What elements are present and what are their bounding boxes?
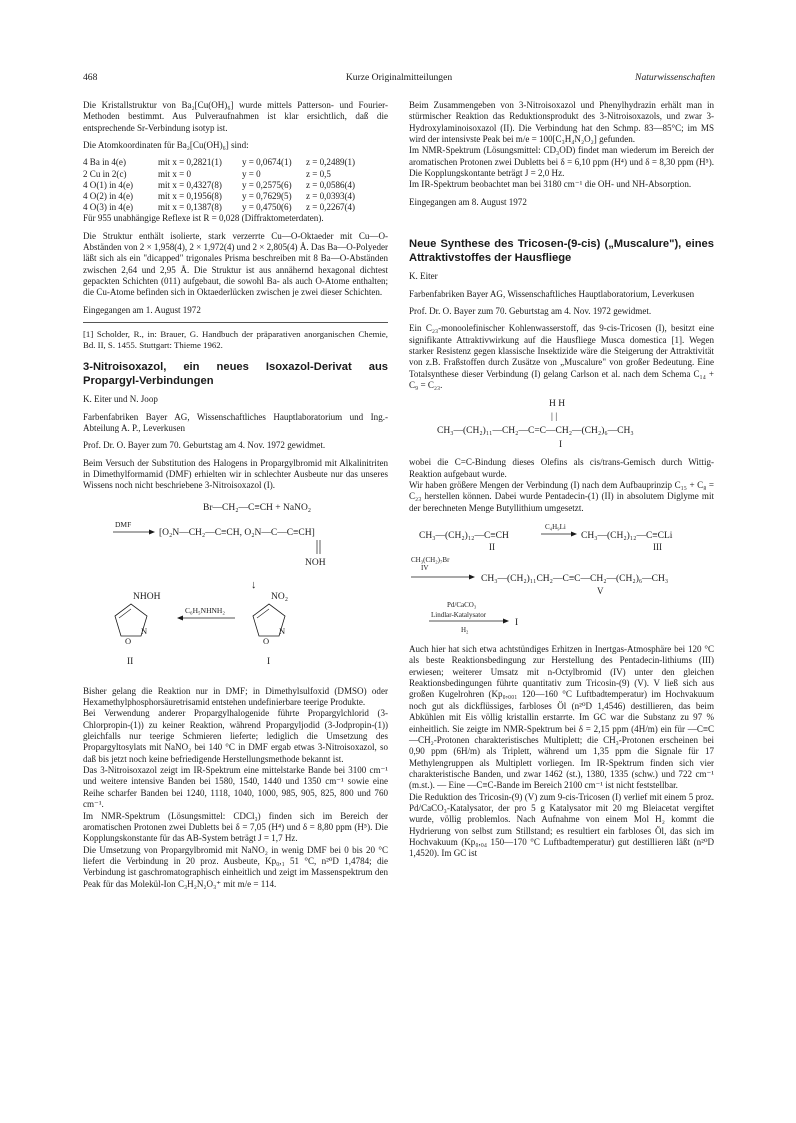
coord-cell: 4 O(1) in 4(e) bbox=[83, 179, 133, 190]
coord-cell: 4 O(3) in 4(e) bbox=[83, 202, 133, 213]
scheme-noh: NOH bbox=[305, 557, 326, 568]
divider bbox=[83, 322, 388, 323]
right-column bbox=[409, 100, 714, 860]
paragraph: Die Struktur enthält isolierte, stark verzerrte Cu—O-Oktaeder mit Cu—O-Abständen von 2 × 1,958(4), 2 × 1,972(4) und 2 × 2,805(4) Å. Das Ba—O-Polyeder läßt sich als ein "dicapped" trigonales Prisma beschreiben mit 8 Ba—O-Abständen zwischen 2,64 und 2,95 Å. Die Struktur ist aus annähernd hexagonal dichtest gepackten Schichten (011) aufgebaut, die sowohl Ba- als auch O-Atome enthalten; die Cu-Atome befinden sich in Oktaederlücken zwischen je zwei dieser Schichten. bbox=[83, 230, 389, 298]
running-header bbox=[83, 72, 715, 86]
section-title: Kurze Originalmitteilungen bbox=[345, 72, 453, 83]
received-date: Eingegangen am 8. August 1972 bbox=[409, 196, 527, 207]
label-i: I bbox=[267, 656, 271, 667]
arrow-head bbox=[469, 575, 475, 580]
ring-left-sub: NHOH bbox=[133, 591, 161, 602]
ring-n: N bbox=[279, 625, 286, 636]
coord-cell: 4 O(2) in 4(e) bbox=[83, 190, 133, 201]
paragraph: Im IR-Spektrum beobachtet man bei 3180 cm⁻¹ die OH- und NH-Absorption. bbox=[409, 179, 692, 190]
paragraph: Auch hier hat sich etwa achtstündiges Erhitzen in Inertgas-Atmosphäre bei 120 °C als beste Reaktionsbedingung zur Herstellung des Pentadecin-lithiums (III) erwiesen; weiterer Umsatz mit n-Octylbromid (IV) unter den gleichen Reaktionsbedingungen führte quantitativ zum Tricosin-(9) (V). V ließ sich aus großen Kugelrohren (Kp₀,₀₀₁ 120—160 °C Luftbadtemperatur) im Hochvakuum noch gut als dickflüssiges, farbloses Öl (n²⁰D 1,4546) destillieren, das beim Abkühlen mit Eis völlig kristallin erstarrte. Im GC war die Substanz zu 97 % einheitlich. Sie zeigte im NMR-Spektrum bei δ = 2,15 ppm (4H/m) ein für —C≡C—CH₂-Protonen charakteristisches Multiplett; die CH₃-Protonen erscheinen bei 0,90 ppm (6H/m) als Triplett, während um 1,35 ppm die Signale für 17 Methylengruppen als Multiplett vorliegen. Im IR-Spektrum finden sich vier charakteristische Banden, und zwar 1462 (st.), 1380, 1335 (schw.) und 722 cm⁻¹ (m.st.). — Eine —C≡C-Bande im Bereich 2100 cm⁻¹ ist nicht feststellbar. bbox=[409, 644, 714, 791]
authors: K. Eiter bbox=[409, 271, 438, 282]
coords-heading: Die Atomkoordinaten für Ba₂[Cu(OH)₆] sind: bbox=[83, 140, 249, 151]
coord-cell: 4 Ba in 4(e) bbox=[83, 157, 126, 168]
scheme-product: CH₃—(CH₂)₁₁CH₂—C≡C—CH₂—(CH₂)₆—CH₃ bbox=[481, 574, 669, 585]
article-title: Neue Synthese des Tricosen-(9-cis) („Muscalure"), eines Attraktivstoffes der Hausfliege bbox=[409, 238, 714, 264]
coord-cell: mit x = 0,2821(1) bbox=[158, 157, 222, 168]
reaction-scheme-2 bbox=[409, 520, 714, 638]
journal-name: Naturwissenschaften bbox=[635, 72, 715, 83]
received-date: Eingegangen am 1. August 1972 bbox=[83, 304, 201, 315]
formula-chain: CH₃—(CH₂)₁₁—CH₂—C=C—CH₂—(CH₂)₆—CH₃ bbox=[437, 426, 634, 437]
arrow-head bbox=[503, 619, 509, 624]
coord-cell: z = 0,0393(4) bbox=[306, 190, 356, 201]
scheme-reagent: C₄H₉Li bbox=[545, 523, 566, 532]
label-ii: II bbox=[127, 656, 134, 667]
label-i: I bbox=[515, 618, 519, 629]
scheme-reagent: CH₃(CH₂)₇Br bbox=[411, 556, 450, 565]
reference: [1] Scholder, R., in: Brauer, G. Handbuch der präparativen anorganischen Chemie, Bd. II, S. 1455. Stuttgart: Thieme 1962. bbox=[83, 329, 388, 351]
dedication: Prof. Dr. O. Bayer zum 70. Geburtstag am 4. Nov. 1972 gewidmet. bbox=[83, 440, 326, 451]
paragraph: Die Reduktion des Tricosin-(9) (V) zum 9-cis-Tricosen (I) verlief mit einem 5 proz. Pd/CaCO₃-Katalysator, der pro 5 g Katalysator mit 20 mg Bleiacetat vergiftet wurde, völlig problemlos. Nach Aufnahme von einem Mol H₂ kommt die Hydrierung von selbst zum Stillstand; es resultiert ein farbloses Öl, das sich im Hochvakuum (Kp₀,₀₄ 150—170 °C Luftbadtemperatur) gut destillieren läßt (n²⁰D 1,4520). Im GC ist bbox=[409, 791, 714, 859]
affiliation: Farbenfabriken Bayer AG, Wissenschaftliches Hauptlaboratorium, Leverkusen bbox=[409, 288, 695, 299]
paragraph: Im NMR-Spektrum (Lösungsmittel: CDCl₃) finden sich im Bereich der aromatischen Protonen zwei Dubletts bei δ = 7,05 (H⁴) und δ = 8,80 ppm (H⁵). Die Kopplungskonstante für das AB-System beträgt J = 1,7 Hz. bbox=[83, 810, 388, 844]
ring-right-sub: NO₂ bbox=[271, 591, 289, 602]
scheme-product: CH₃—(CH₂)₁₂—C≡CLi bbox=[581, 531, 673, 542]
coord-cell: y = 0,0674(1) bbox=[242, 157, 292, 168]
paragraph: Im NMR-Spektrum (Lösungsmittel: CD₃OD) findet man wiederum im Bereich der aromatischen Protonen zwei Dubletts bei δ = 6,10 ppm (H⁴) und δ = 8,30 ppm (H⁵). Die Kopplungskontante beträgt J = 2,0 Hz. bbox=[409, 145, 714, 179]
structural-formula-i bbox=[409, 395, 714, 457]
coord-cell: z = 0,5 bbox=[306, 168, 331, 179]
left-column bbox=[83, 100, 388, 890]
coord-cell: y = 0,2575(6) bbox=[242, 179, 292, 190]
ring-double-bond bbox=[257, 609, 269, 618]
paragraph: Bisher gelang die Reaktion nur in DMF; in Dimethylsulfoxid (DMSO) oder Hexamethylphosphorsäuretrisamid entstehen undefinierbare teerige Produkte. bbox=[83, 685, 388, 708]
coord-cell: z = 0,2267(4) bbox=[306, 202, 356, 213]
formula-label: I bbox=[559, 440, 563, 451]
affiliation: Farbenfabriken Bayer AG, Wissenschaftliches Hauptlaboratorium und Ing.-Abteilung A. P., Leverkusen bbox=[83, 411, 388, 434]
article-title: 3-Nitroisoxazol, ein neues Isoxazol-Derivat aus Propargyl-Verbindungen bbox=[83, 361, 388, 387]
atom-coordinates-table bbox=[83, 157, 388, 213]
paragraph: Für 955 unabhängige Reflexe ist R = 0,028 (Diffraktometerdaten). bbox=[83, 213, 324, 224]
page-number: 468 bbox=[83, 72, 98, 83]
paragraph: Beim Versuch der Substitution des Halogens in Propargylbromid mit Alkalinitriten in Dimethylformamid (DMF) erhielten wir in schlechter Ausbeute nur das unseres Wissens noch nicht beschriebene 3-Nitroisoxazol (I). bbox=[83, 457, 388, 491]
scheme-bracket: [O₂N—CH₂—C≡CH, O₂N—C—C≡CH] bbox=[159, 527, 315, 538]
coord-cell: 2 Cu in 2(c) bbox=[83, 168, 127, 179]
coord-cell: mit x = 0,1956(8) bbox=[158, 190, 222, 201]
paragraph: Ein C₂₃-monoolefinischer Kohlenwasserstoff, das 9-cis-Tricosen (I), besitzt eine signifikante Attraktivwirkung auf die Hausfliege Musca domestica [1]. Wegen starker Resistenz gegen klassische Insektizide wäre die Steigerung der Attraktivität von z.B. Fraßstoffen durch Zusätze von „Muscalure" von großer Bedeutung. Eine Totalsynthese dieser Verbindung (I) gelang Carlson et al. nach dem Schema C₁₄ + C₉ = C₂₃. bbox=[409, 323, 714, 391]
coord-cell: y = 0,7629(5) bbox=[242, 190, 292, 201]
paragraph: Wir haben größere Mengen der Verbindung (I) nach dem Aufbauprinzip C₁₅ + C₈ = C₂₃ herstellen können. Dabei wurde Pentadecin-(1) (II) in absolutem Diglyme mit der berechneten Menge Butyllithium umgesetzt. bbox=[409, 480, 714, 513]
authors: K. Eiter und N. Joop bbox=[83, 394, 158, 405]
scheme-reagent: Lindlar-Katalysator bbox=[431, 611, 487, 620]
paragraph: Bei Verwendung anderer Propargylhalogenide führte Propargylchlorid (3-Chlorpropin-(1)) zu keiner Reaktion, während Propargyljodid (3-Jodpropin-(1)) gleichfalls nur teerige Schmieren lieferte; lediglich die Umsetzung des Propargyltosylats mit NaNO₂ bei 140 °C in DMF ergab etwas 3-Nitroisoxazol, so daß bis jetzt noch keine befriedigende Herstellungsmethode bekannt ist. bbox=[83, 708, 388, 764]
scheme-solvent: DMF bbox=[115, 519, 132, 529]
reaction-scheme-1 bbox=[83, 496, 388, 686]
dedication: Prof. Dr. O. Bayer zum 70. Geburtstag am 4. Nov. 1972 gewidmet. bbox=[409, 305, 652, 316]
scheme-reagent: H₂ bbox=[461, 626, 469, 635]
coord-cell: y = 0 bbox=[242, 168, 261, 179]
scheme-reagent: Pd/CaCO₃ bbox=[447, 601, 477, 610]
label-ii: II bbox=[489, 542, 495, 553]
ring-o: O bbox=[263, 635, 270, 646]
paragraph: Die Umsetzung von Propargylbromid mit NaNO₂ in wenig DMF bei 0 bis 20 °C liefert die Verbindung in 20 proz. Ausbeute, Kp₀,₁ 51 °C, n²⁰D 1,4784; die Verbindung ist gaschromatographisch einheitlich und zeigt im Massenspektrum den Peak für das Molekül-Ion C₃H₂N₂O₃⁺ mit m/e = 114. bbox=[83, 844, 388, 889]
formula-hh: H H bbox=[549, 399, 566, 410]
label-v: V bbox=[597, 586, 604, 597]
scheme-reactant: CH₃—(CH₂)₁₂—C≡CH bbox=[419, 531, 509, 542]
coord-cell: y = 0,4750(6) bbox=[242, 202, 292, 213]
coord-cell: mit x = 0,1387(8) bbox=[158, 202, 222, 213]
coord-cell: z = 0,2489(1) bbox=[306, 157, 356, 168]
scheme-reagent-label: IV bbox=[421, 564, 429, 573]
scheme-arrow-down: ↓ bbox=[251, 578, 257, 591]
arrow-head bbox=[571, 532, 577, 537]
scheme-reactant: Br—CH₂—C≡CH + NaNO₂ bbox=[203, 502, 312, 513]
label-iii: III bbox=[653, 542, 662, 553]
paragraph: Beim Zusammengeben von 3-Nitroisoxazol und Phenylhydrazin erhält man in stürmischer Reaktion das Reduktionsprodukt des 3-Nitroisoxazols, und zwar 3-Hydroxylaminoisoxazol (II). Die Verbindung hat den Schmp. 83—85°C; im MS wird der intensivste Peak bei m/e = 100[C₃H₄N₂O₂] gefunden. bbox=[409, 100, 714, 145]
ring-n: N bbox=[141, 625, 148, 636]
arrow-head bbox=[149, 529, 155, 534]
coord-cell: z = 0,0586(4) bbox=[306, 179, 356, 190]
coord-cell: mit x = 0,4327(8) bbox=[158, 179, 222, 190]
arrow-head bbox=[177, 615, 183, 620]
paragraph: Die Kristallstruktur von Ba₂[Cu(OH)₆] wurde mittels Patterson- und Fourier-Methoden bestimmt. Aus Pulveraufnahmen ist klar ersichtlich, daß die entsprechende Sr-Verbindung isotyp ist. bbox=[83, 100, 388, 133]
paragraph: wobei die C=C-Bindung dieses Olefins als cis/trans-Gemisch durch Wittig-Reaktion aufgebaut wurde. bbox=[409, 457, 714, 479]
ring-double-bond bbox=[119, 609, 131, 618]
coord-cell: mit x = 0 bbox=[158, 168, 191, 179]
ring-o: O bbox=[125, 635, 132, 646]
scheme-reagent: C₆H₅NHNH₂ bbox=[185, 605, 225, 615]
paragraph: Das 3-Nitroisoxazol zeigt im IR-Spektrum eine mittelstarke Bande bei 3100 cm⁻¹ und weitere intensive Banden bei 1580, 1540, 1440 und 1350 cm⁻¹ sowie eine Reihe scharfer Banden bei 1240, 1118, 1040, 1000, 985, 905, 825, 800 und 760 cm⁻¹. bbox=[83, 765, 388, 810]
formula-bonds: | | bbox=[551, 412, 558, 423]
